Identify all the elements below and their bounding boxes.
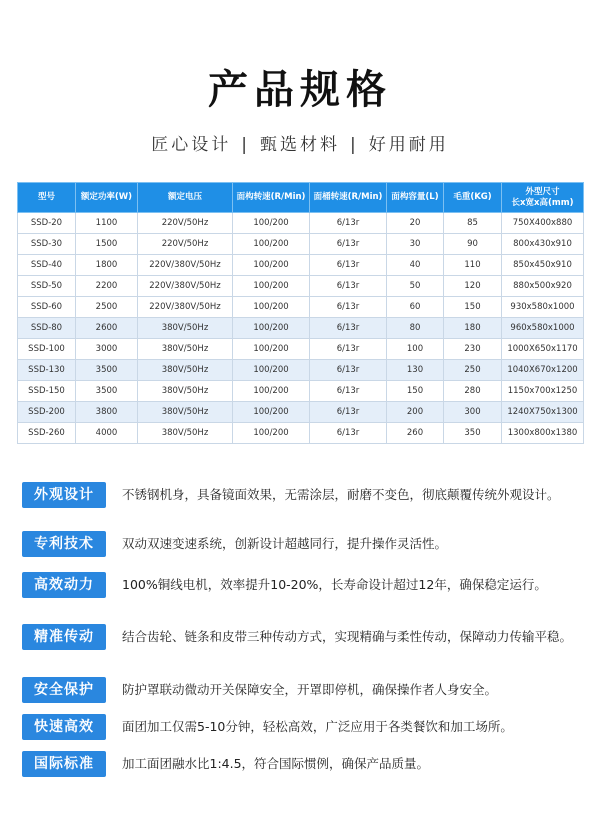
table-cell: 6/13r [310, 423, 387, 444]
table-cell: 220V/50Hz [138, 234, 233, 255]
table-cell: 1000X650x1170 [502, 339, 584, 360]
table-cell: 20 [387, 213, 444, 234]
table-cell: 85 [444, 213, 502, 234]
table-row [18, 297, 584, 318]
table-cell: 1800 [76, 255, 138, 276]
table-row [18, 213, 584, 234]
table-cell: 100/200 [233, 297, 310, 318]
table-cell: 880x500x920 [502, 276, 584, 297]
table-row [18, 402, 584, 423]
feature-badge: 国际标准 [22, 751, 106, 777]
table-cell: 6/13r [310, 318, 387, 339]
feature-badge: 外观设计 [22, 482, 106, 508]
table-row [18, 255, 584, 276]
feature-description: 防护罩联动微动开关保障安全，开罩即停机，确保操作者人身安全。 [122, 682, 498, 697]
table-cell: 100/200 [233, 339, 310, 360]
table-header-cell: 外型尺寸 长x宽x高(mm) [502, 183, 584, 213]
table-cell: 1240X750x1300 [502, 402, 584, 423]
feature-description: 加工面团融水比1:4.5，符合国际惯例，确保产品质量。 [122, 756, 430, 771]
table-cell: SSD-60 [18, 297, 76, 318]
table-cell: 150 [444, 297, 502, 318]
table-cell: 1100 [76, 213, 138, 234]
table-cell: 850x450x910 [502, 255, 584, 276]
table-cell: 220V/50Hz [138, 213, 233, 234]
table-cell: 6/13r [310, 234, 387, 255]
subtitle-item: 匠心设计 [151, 135, 232, 155]
table-header-cell: 毛重(KG) [444, 183, 502, 213]
table-cell: 1150x700x1250 [502, 381, 584, 402]
subtitle-separator: | [241, 135, 250, 155]
table-cell: 100/200 [233, 318, 310, 339]
page-title: 产品规格 [208, 67, 392, 113]
table-header-row [18, 183, 584, 213]
table-cell: 380V/50Hz [138, 339, 233, 360]
spec-table [17, 182, 584, 444]
table-cell: 100/200 [233, 213, 310, 234]
table-row [18, 276, 584, 297]
table-cell: 100/200 [233, 234, 310, 255]
table-cell: SSD-40 [18, 255, 76, 276]
feature-description: 不锈钢机身，具备镜面效果，无需涂层，耐磨不变色，彻底颠覆传统外观设计。 [122, 487, 560, 502]
table-cell: 180 [444, 318, 502, 339]
subtitle-item: 甄选材料 [260, 135, 340, 155]
subtitle-item: 好用耐用 [368, 135, 449, 155]
table-cell: 380V/50Hz [138, 402, 233, 423]
table-cell: 960x580x1000 [502, 318, 584, 339]
table-cell: 6/13r [310, 360, 387, 381]
table-cell: SSD-150 [18, 381, 76, 402]
table-cell: 100 [387, 339, 444, 360]
table-cell: 100/200 [233, 423, 310, 444]
table-row [18, 360, 584, 381]
table-cell: 250 [444, 360, 502, 381]
table-row [18, 318, 584, 339]
table-cell: 130 [387, 360, 444, 381]
table-cell: SSD-50 [18, 276, 76, 297]
page-subtitle [0, 130, 600, 155]
table-cell: 380V/50Hz [138, 423, 233, 444]
table-cell: 220V/380V/50Hz [138, 255, 233, 276]
table-cell: 1300x800x1380 [502, 423, 584, 444]
table-cell: 60 [387, 297, 444, 318]
table-row [18, 381, 584, 402]
table-cell: 6/13r [310, 381, 387, 402]
table-row [18, 234, 584, 255]
table-cell: 380V/50Hz [138, 381, 233, 402]
table-cell: 750X400x880 [502, 213, 584, 234]
table-cell: 930x580x1000 [502, 297, 584, 318]
table-header-cell: 额定功率(W) [76, 183, 138, 213]
table-cell: 100/200 [233, 276, 310, 297]
table-cell: SSD-130 [18, 360, 76, 381]
table-cell: 50 [387, 276, 444, 297]
table-cell: 30 [387, 234, 444, 255]
table-cell: 100/200 [233, 402, 310, 423]
table-cell: 2600 [76, 318, 138, 339]
table-cell: 1040X670x1200 [502, 360, 584, 381]
table-cell: 6/13r [310, 402, 387, 423]
table-cell: 280 [444, 381, 502, 402]
table-cell: 260 [387, 423, 444, 444]
feature-badge: 精准传动 [22, 624, 106, 650]
table-cell: 2200 [76, 276, 138, 297]
table-cell: 300 [444, 402, 502, 423]
table-cell: 3000 [76, 339, 138, 360]
table-cell: 380V/50Hz [138, 360, 233, 381]
table-cell: SSD-80 [18, 318, 76, 339]
table-cell: 6/13r [310, 339, 387, 360]
table-header-cell: 面构容量(L) [387, 183, 444, 213]
table-cell: 90 [444, 234, 502, 255]
table-cell: SSD-100 [18, 339, 76, 360]
table-cell: 800x430x910 [502, 234, 584, 255]
table-row [18, 423, 584, 444]
table-cell: SSD-200 [18, 402, 76, 423]
table-cell: 350 [444, 423, 502, 444]
feature-description: 双动双速变速系统，创新设计超越同行，提升操作灵活性。 [122, 536, 448, 551]
table-header-cell: 型号 [18, 183, 76, 213]
table-cell: 6/13r [310, 255, 387, 276]
feature-badge: 高效动力 [22, 572, 106, 598]
table-cell: 6/13r [310, 297, 387, 318]
table-cell: 3800 [76, 402, 138, 423]
feature-description: 面团加工仅需5-10分钟，轻松高效，广泛应用于各类餐饮和加工场所。 [122, 719, 513, 734]
feature-badge: 专利技术 [22, 531, 106, 557]
table-cell: SSD-30 [18, 234, 76, 255]
table-header-cell: 面构转速(R/Min) [233, 183, 310, 213]
table-row [18, 339, 584, 360]
table-cell: 150 [387, 381, 444, 402]
table-cell: 220V/380V/50Hz [138, 297, 233, 318]
table-cell: 4000 [76, 423, 138, 444]
table-cell: 3500 [76, 381, 138, 402]
table-cell: 2500 [76, 297, 138, 318]
table-cell: 100/200 [233, 255, 310, 276]
table-cell: 200 [387, 402, 444, 423]
table-cell: 1500 [76, 234, 138, 255]
table-cell: 6/13r [310, 213, 387, 234]
table-cell: 220V/380V/50Hz [138, 276, 233, 297]
table-cell: 120 [444, 276, 502, 297]
feature-badge: 快速高效 [22, 714, 106, 740]
feature-badge: 安全保护 [22, 677, 106, 703]
table-cell: SSD-260 [18, 423, 76, 444]
table-header-cell: 面桶转速(R/Min) [310, 183, 387, 213]
table-cell: 110 [444, 255, 502, 276]
table-cell: 3500 [76, 360, 138, 381]
table-cell: 230 [444, 339, 502, 360]
table-cell: 380V/50Hz [138, 318, 233, 339]
table-header-cell: 额定电压 [138, 183, 233, 213]
feature-description: 结合齿轮、链条和皮带三种传动方式，实现精确与柔性传动，保障动力传输平稳。 [122, 629, 573, 644]
table-cell: 100/200 [233, 381, 310, 402]
table-cell: 40 [387, 255, 444, 276]
table-cell: SSD-20 [18, 213, 76, 234]
table-cell: 80 [387, 318, 444, 339]
feature-description: 100%铜线电机，效率提升10-20%，长寿命设计超过12年，确保稳定运行。 [122, 577, 547, 592]
table-cell: 100/200 [233, 360, 310, 381]
table-cell: 6/13r [310, 276, 387, 297]
subtitle-separator: | [350, 135, 359, 155]
